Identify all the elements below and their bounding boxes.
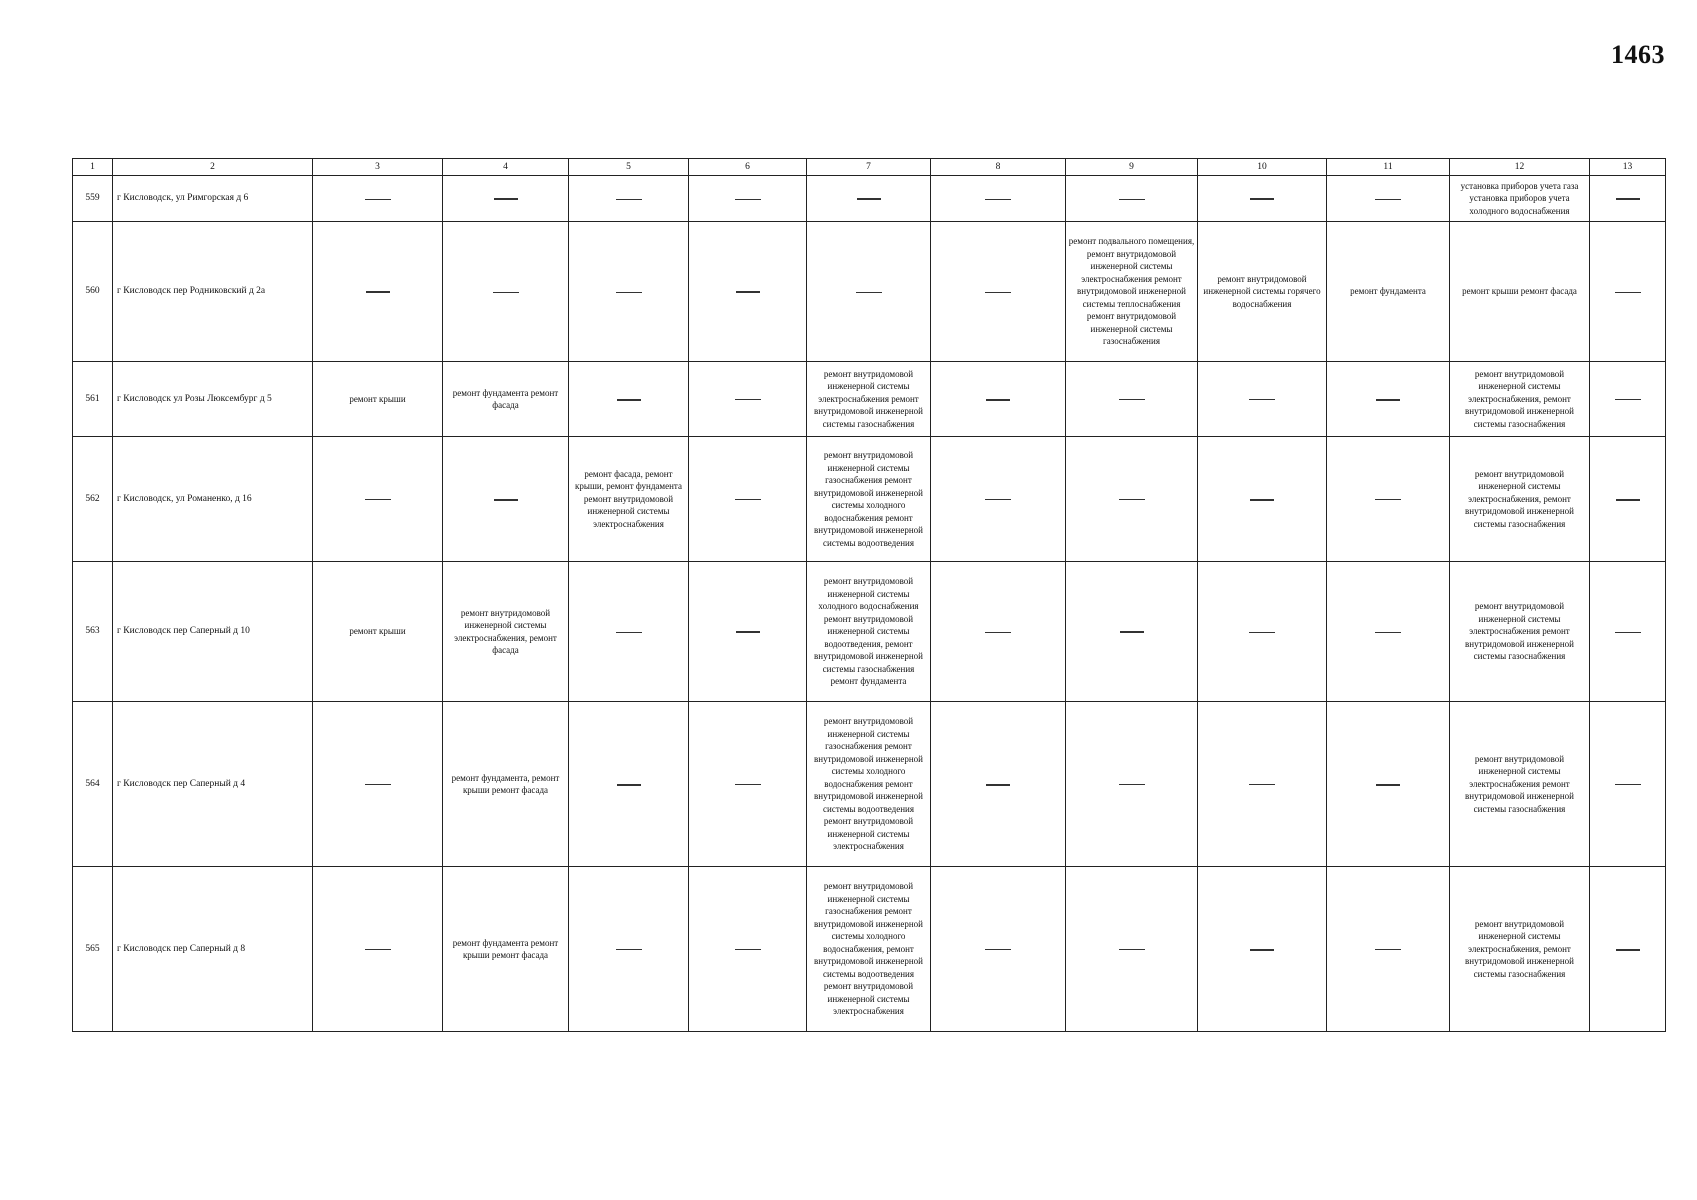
empty-cell xyxy=(1590,562,1666,702)
dash-mark xyxy=(1375,632,1401,633)
dash-mark xyxy=(735,199,761,200)
dash-mark xyxy=(1119,399,1145,400)
work-description-cell: ремонт внутридомовой инженерной системы газоснабжения ремонт внутридомовой инженерной системы холодного водоснабжения, ремонт внутридомовой инженерной системы водоотведения ремонт внутридомовой инженерной системы электроснабжения xyxy=(807,867,931,1032)
dash-mark xyxy=(616,292,642,293)
empty-cell xyxy=(689,437,807,562)
dash-mark xyxy=(1119,199,1145,200)
empty-cell xyxy=(1590,362,1666,437)
column-header: 7 xyxy=(807,159,931,176)
dash-mark xyxy=(1249,632,1275,633)
dash-mark xyxy=(1119,949,1145,950)
dash-mark xyxy=(1616,198,1640,200)
empty-cell xyxy=(689,867,807,1032)
dash-mark xyxy=(856,292,882,293)
work-description-cell: ремонт внутридомовой инженерной системы горячего водоснабжения xyxy=(1198,222,1327,362)
empty-cell xyxy=(931,867,1066,1032)
dash-mark xyxy=(365,784,391,785)
table-row xyxy=(73,867,1666,1032)
empty-cell xyxy=(313,437,443,562)
empty-cell xyxy=(1590,702,1666,867)
address-cell: г Кисловодск пер Саперный д 10 xyxy=(113,562,313,702)
dash-mark xyxy=(736,291,760,293)
empty-cell xyxy=(1327,562,1450,702)
dash-mark xyxy=(735,399,761,400)
empty-cell xyxy=(1066,867,1198,1032)
empty-cell xyxy=(313,176,443,222)
empty-cell xyxy=(569,867,689,1032)
table-row xyxy=(73,176,1666,222)
work-description-cell: ремонт внутридомовой инженерной системы холодного водоснабжения ремонт внутридомовой инженерной системы водоотведения, ремонт внутридомовой инженерной системы газоснабжения ремонт фундамента xyxy=(807,562,931,702)
empty-cell xyxy=(313,702,443,867)
work-description-cell: ремонт внутридомовой инженерной системы электроснабжения, ремонт внутридомовой инженерной системы газоснабжения xyxy=(1450,437,1590,562)
column-header: 1 xyxy=(73,159,113,176)
empty-cell xyxy=(1066,437,1198,562)
address-cell: г Кисловодск пер Саперный д 8 xyxy=(113,867,313,1032)
dash-mark xyxy=(735,949,761,950)
empty-cell xyxy=(569,562,689,702)
dash-mark xyxy=(616,199,642,200)
dash-mark xyxy=(986,784,1010,786)
row-number: 565 xyxy=(73,867,113,1032)
address-cell: г Кисловодск ул Розы Люксембург д 5 xyxy=(113,362,313,437)
dash-mark xyxy=(1250,499,1274,501)
work-description-cell: ремонт внутридомовой инженерной системы электроснабжения, ремонт внутридомовой инженерной системы газоснабжения xyxy=(1450,362,1590,437)
dash-mark xyxy=(493,292,519,293)
empty-cell xyxy=(1327,176,1450,222)
empty-cell xyxy=(1066,562,1198,702)
empty-cell xyxy=(1590,176,1666,222)
work-description-cell: ремонт внутридомовой инженерной системы газоснабжения ремонт внутридомовой инженерной системы холодного водоснабжения ремонт внутридомовой инженерной системы водоотведения ремонт внутридомовой инженерной системы электроснабжения xyxy=(807,702,931,867)
empty-cell xyxy=(1590,437,1666,562)
empty-cell xyxy=(1198,362,1327,437)
address-cell: г Кисловодск пер Саперный д 4 xyxy=(113,702,313,867)
empty-cell xyxy=(1198,176,1327,222)
dash-mark xyxy=(365,499,391,500)
dash-mark xyxy=(1375,499,1401,500)
empty-cell xyxy=(569,362,689,437)
table-row xyxy=(73,362,1666,437)
column-header: 2 xyxy=(113,159,313,176)
table-body xyxy=(73,176,1666,1032)
dash-mark xyxy=(857,198,881,200)
dash-mark xyxy=(1250,198,1274,200)
empty-cell xyxy=(689,562,807,702)
dash-mark xyxy=(985,499,1011,500)
row-number: 563 xyxy=(73,562,113,702)
work-description-cell: ремонт крыши xyxy=(313,562,443,702)
dash-mark xyxy=(1120,631,1144,633)
empty-cell xyxy=(931,362,1066,437)
empty-cell xyxy=(1066,702,1198,867)
dash-mark xyxy=(1119,784,1145,785)
row-number: 559 xyxy=(73,176,113,222)
row-number: 562 xyxy=(73,437,113,562)
column-header: 11 xyxy=(1327,159,1450,176)
column-header: 6 xyxy=(689,159,807,176)
dash-mark xyxy=(985,199,1011,200)
row-number: 561 xyxy=(73,362,113,437)
work-description-cell: установка приборов учета газа установка приборов учета холодного водоснабжения xyxy=(1450,176,1590,222)
dash-mark xyxy=(1250,949,1274,951)
address-cell: г Кисловодск пер Родниковский д 2а xyxy=(113,222,313,362)
table-row xyxy=(73,222,1666,362)
empty-cell xyxy=(931,176,1066,222)
dash-mark xyxy=(616,632,642,633)
empty-cell xyxy=(313,867,443,1032)
dash-mark xyxy=(1616,499,1640,501)
empty-cell xyxy=(569,176,689,222)
dash-mark xyxy=(1249,784,1275,785)
dash-mark xyxy=(616,949,642,950)
empty-cell xyxy=(1198,867,1327,1032)
work-description-cell: ремонт внутридомовой инженерной системы газоснабжения ремонт внутридомовой инженерной системы холодного водоснабжения ремонт внутридомовой инженерной системы водоотведения xyxy=(807,437,931,562)
empty-cell xyxy=(807,222,931,362)
dash-mark xyxy=(1376,784,1400,786)
dash-mark xyxy=(617,784,641,786)
repair-schedule-table xyxy=(72,158,1666,1032)
empty-cell xyxy=(1327,362,1450,437)
empty-cell xyxy=(931,437,1066,562)
dash-mark xyxy=(365,199,391,200)
work-description-cell: ремонт фундамента, ремонт крыши ремонт фасада xyxy=(443,702,569,867)
address-cell: г Кисловодск, ул Римгорская д 6 xyxy=(113,176,313,222)
row-number: 564 xyxy=(73,702,113,867)
work-description-cell: ремонт подвального помещения, ремонт внутридомовой инженерной системы электроснабжения ремонт внутридомовой инженерной системы теплоснабжения ремонт внутридомовой инженерной системы газоснабжения xyxy=(1066,222,1198,362)
empty-cell xyxy=(1590,222,1666,362)
dash-mark xyxy=(494,198,518,200)
empty-cell xyxy=(1198,437,1327,562)
empty-cell xyxy=(1327,867,1450,1032)
empty-cell xyxy=(689,176,807,222)
dash-mark xyxy=(1375,199,1401,200)
empty-cell xyxy=(569,702,689,867)
column-header: 13 xyxy=(1590,159,1666,176)
empty-cell xyxy=(689,702,807,867)
dash-mark xyxy=(1616,949,1640,951)
dash-mark xyxy=(1119,499,1145,500)
empty-cell xyxy=(1327,437,1450,562)
empty-cell xyxy=(1198,702,1327,867)
work-description-cell: ремонт фундамента ремонт фасада xyxy=(443,362,569,437)
column-header: 12 xyxy=(1450,159,1590,176)
work-description-cell: ремонт фундамента ремонт крыши ремонт фасада xyxy=(443,867,569,1032)
dash-mark xyxy=(617,399,641,401)
empty-cell xyxy=(689,362,807,437)
column-header: 8 xyxy=(931,159,1066,176)
dash-mark xyxy=(1615,632,1641,633)
dash-mark xyxy=(1615,292,1641,293)
column-header: 10 xyxy=(1198,159,1327,176)
dash-mark xyxy=(1615,784,1641,785)
dash-mark xyxy=(366,291,390,293)
empty-cell xyxy=(931,562,1066,702)
dash-mark xyxy=(735,784,761,785)
address-cell: г Кисловодск, ул Романенко, д 16 xyxy=(113,437,313,562)
work-description-cell: ремонт внутридомовой инженерной системы электроснабжения, ремонт внутридомовой инженерной системы газоснабжения xyxy=(1450,867,1590,1032)
work-description-cell: ремонт крыши ремонт фасада xyxy=(1450,222,1590,362)
empty-cell xyxy=(1066,362,1198,437)
work-description-cell: ремонт фундамента xyxy=(1327,222,1450,362)
dash-mark xyxy=(1376,399,1400,401)
empty-cell xyxy=(313,222,443,362)
dash-mark xyxy=(1249,399,1275,400)
column-header: 5 xyxy=(569,159,689,176)
dash-mark xyxy=(736,631,760,633)
empty-cell xyxy=(443,222,569,362)
empty-cell xyxy=(443,437,569,562)
work-description-cell: ремонт внутридомовой инженерной системы электроснабжения, ремонт фасада xyxy=(443,562,569,702)
dash-mark xyxy=(1375,949,1401,950)
dash-mark xyxy=(985,632,1011,633)
page-number: 1463 xyxy=(1611,40,1665,69)
dash-mark xyxy=(985,292,1011,293)
dash-mark xyxy=(986,399,1010,401)
work-description-cell: ремонт фасада, ремонт крыши, ремонт фундамента ремонт внутридомовой инженерной системы электроснабжения xyxy=(569,437,689,562)
empty-cell xyxy=(931,222,1066,362)
work-description-cell: ремонт внутридомовой инженерной системы электроснабжения ремонт внутридомовой инженерной системы газоснабжения xyxy=(807,362,931,437)
work-description-cell: ремонт крыши xyxy=(313,362,443,437)
empty-cell xyxy=(1327,702,1450,867)
table-row xyxy=(73,437,1666,562)
empty-cell xyxy=(1198,562,1327,702)
dash-mark xyxy=(735,499,761,500)
empty-cell xyxy=(1066,176,1198,222)
dash-mark xyxy=(985,949,1011,950)
empty-cell xyxy=(443,176,569,222)
work-description-cell: ремонт внутридомовой инженерной системы электроснабжения ремонт внутридомовой инженерной системы газоснабжения xyxy=(1450,702,1590,867)
empty-cell xyxy=(1590,867,1666,1032)
empty-cell xyxy=(931,702,1066,867)
empty-cell xyxy=(569,222,689,362)
dash-mark xyxy=(365,949,391,950)
row-number: 560 xyxy=(73,222,113,362)
table-row xyxy=(73,702,1666,867)
dash-mark xyxy=(494,499,518,501)
dash-mark xyxy=(1615,399,1641,400)
empty-cell xyxy=(807,176,931,222)
column-header: 4 xyxy=(443,159,569,176)
column-header: 9 xyxy=(1066,159,1198,176)
column-header: 3 xyxy=(313,159,443,176)
empty-cell xyxy=(689,222,807,362)
column-number-row xyxy=(73,159,1666,176)
work-description-cell: ремонт внутридомовой инженерной системы электроснабжения ремонт внутридомовой инженерной системы газоснабжения xyxy=(1450,562,1590,702)
table-row xyxy=(73,562,1666,702)
